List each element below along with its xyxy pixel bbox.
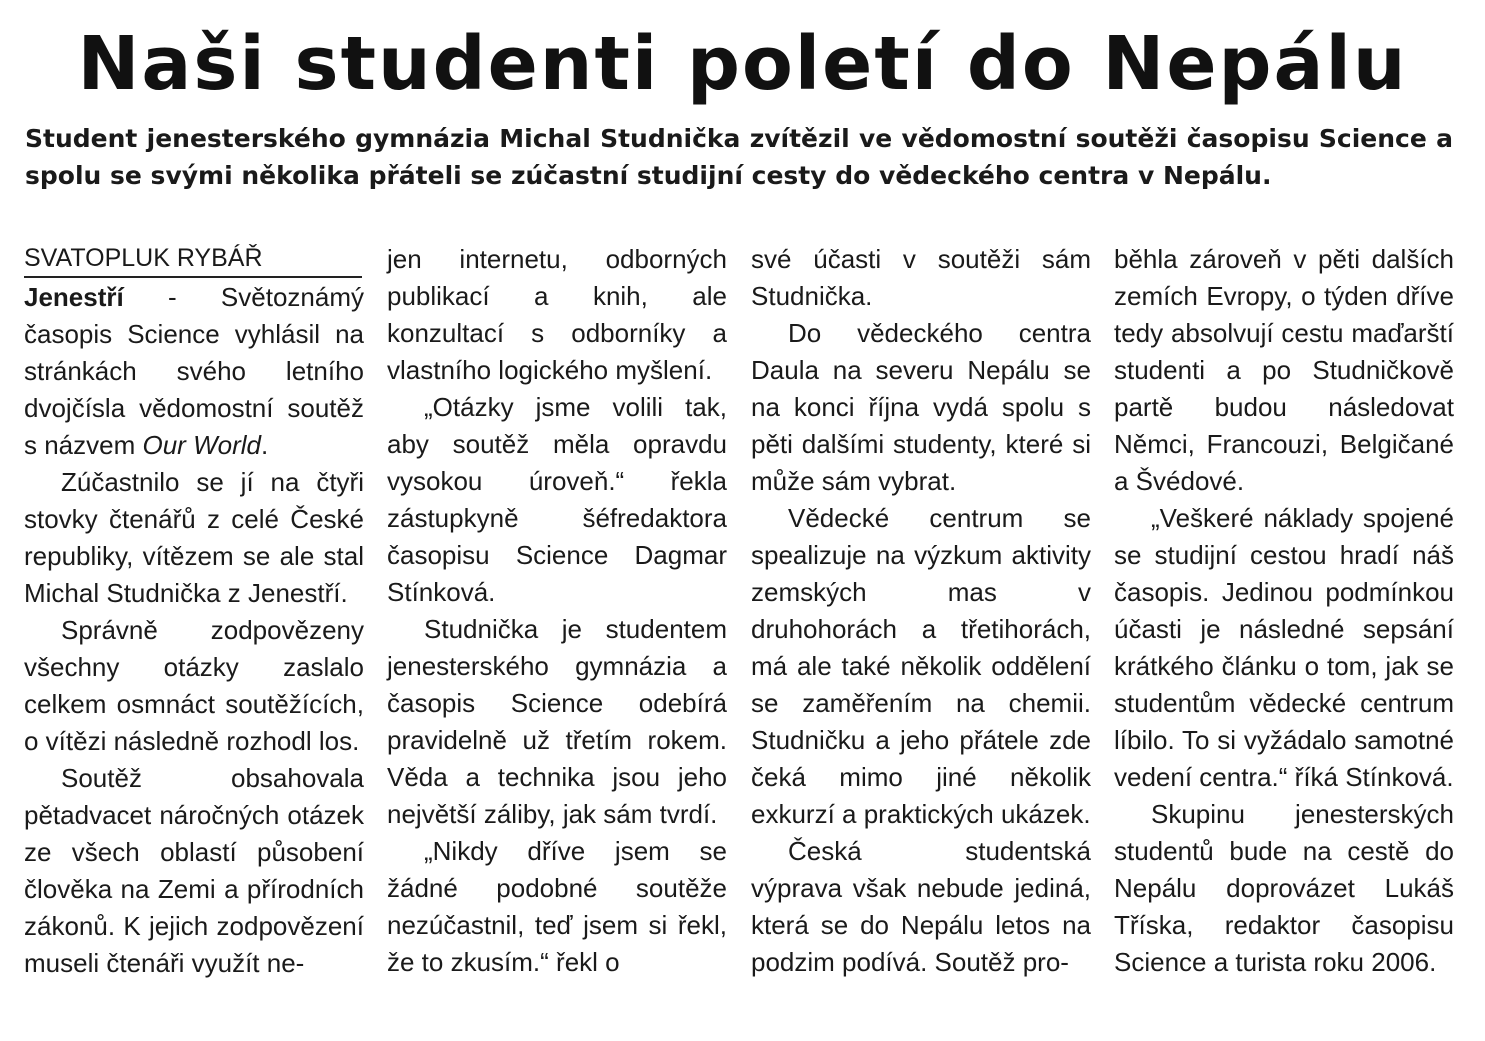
paragraph [24,279,364,464]
headline: Naši studenti poletí do Nepálu [77,21,1408,107]
column-1 [24,241,364,982]
lead-paragraph: Student jenesterského gymnázia Michal Studnička zvítězil ve vědomostní soutěži časopisu Science a spolu se svými několika přáteli se zúčastní studijní cesty do vědeckého centra v Nepálu. [25,124,1453,190]
contest-name: Our World [142,430,261,460]
dateline-place: Jenestří [24,282,124,312]
paragraph: Zúčastnilo se jí na čtyři stovky čtenářů z celé České republiky, vítězem se ale stal Michal Studnička z Jenestří. [24,467,364,608]
paragraph: „Veškeré náklady spojené se studijní cestou hradí náš časopis. Jedinou podmínkou účasti je následné sepsání krátkého článku o tom, jak se studentům vědecké centrum líbilo. To si vyžádalo samotné vedení centra.“ říká Stínková. [1114,503,1454,792]
paragraph: Studnička je studentem jenesterského gymnázia a časopis Science odebírá pravidelně už třetím rokem. Věda a technika jsou jeho největší záliby, jak sám tvrdí. [387,614,727,829]
paragraph: Soutěž obsahovala pětadvacet náročných otázek ze všech oblastí působení člověka na Zemi a přírodních zákonů. K jejich zodpovězení museli čtenáři využít ne- [24,763,364,978]
paragraph-end: . [260,430,269,460]
paragraph: Správně zodpovězeny všechny otázky zaslalo celkem osmnáct soutěžících, o vítězi následně rozhodl los. [24,615,364,756]
paragraph: své účasti v soutěži sám Studnička. [751,244,1091,311]
byline: SVATOPLUK RYBÁŘ [24,241,362,278]
column-2 [387,241,727,981]
paragraph-text: - Světoznámý časopis Science vyhlásil na stránkách svého letního dvojčísla vědomostní soutěž s názvem [24,282,364,460]
column-4 [1114,241,1454,981]
paragraph: Skupinu jenesterských studentů bude na cestě do Nepálu doprovázet Lukáš Tříska, redaktor časopisu Science a turista roku 2006. [1114,799,1454,977]
paragraph: „Otázky jsme volili tak, aby soutěž měla opravdu vysokou úroveň.“ řekla zástupkyně šéfredaktora časopisu Science Dagmar Stínková. [387,392,727,607]
paragraph: Do vědeckého centra Daula na severu Nepálu se na konci října vydá spolu s pěti dalšími studenty, které si může sám vybrat. [751,318,1091,496]
paragraph: Česká studentská výprava však nebude jediná, která se do Nepálu letos na podzim podívá. Soutěž pro- [751,836,1091,977]
paragraph: běhla zároveň v pěti dalších zemích Evropy, o týden dříve tedy absolvují cestu maďarští studenti a po Studničkově partě budou následovat Němci, Francouzi, Belgičané a Švédové. [1114,244,1454,496]
paragraph: Vědecké centrum se spealizuje na výzkum aktivity zemských mas v druhohorách a třetihorách, má ale také několik oddělení se zaměřením na chemii. Studničku a jeho přátele zde čeká mimo jiné několik exkurzí a praktických ukázek. [751,503,1091,829]
column-3 [751,241,1091,981]
paragraph: jen internetu, odborných publikací a knih, ale konzultací s odborníky a vlastního logického myšlení. [387,244,727,385]
paragraph: „Nikdy dříve jsem se žádné podobné soutěže nezúčastnil, teď jsem si řekl, že to zkusím.“ řekl o [387,836,727,977]
